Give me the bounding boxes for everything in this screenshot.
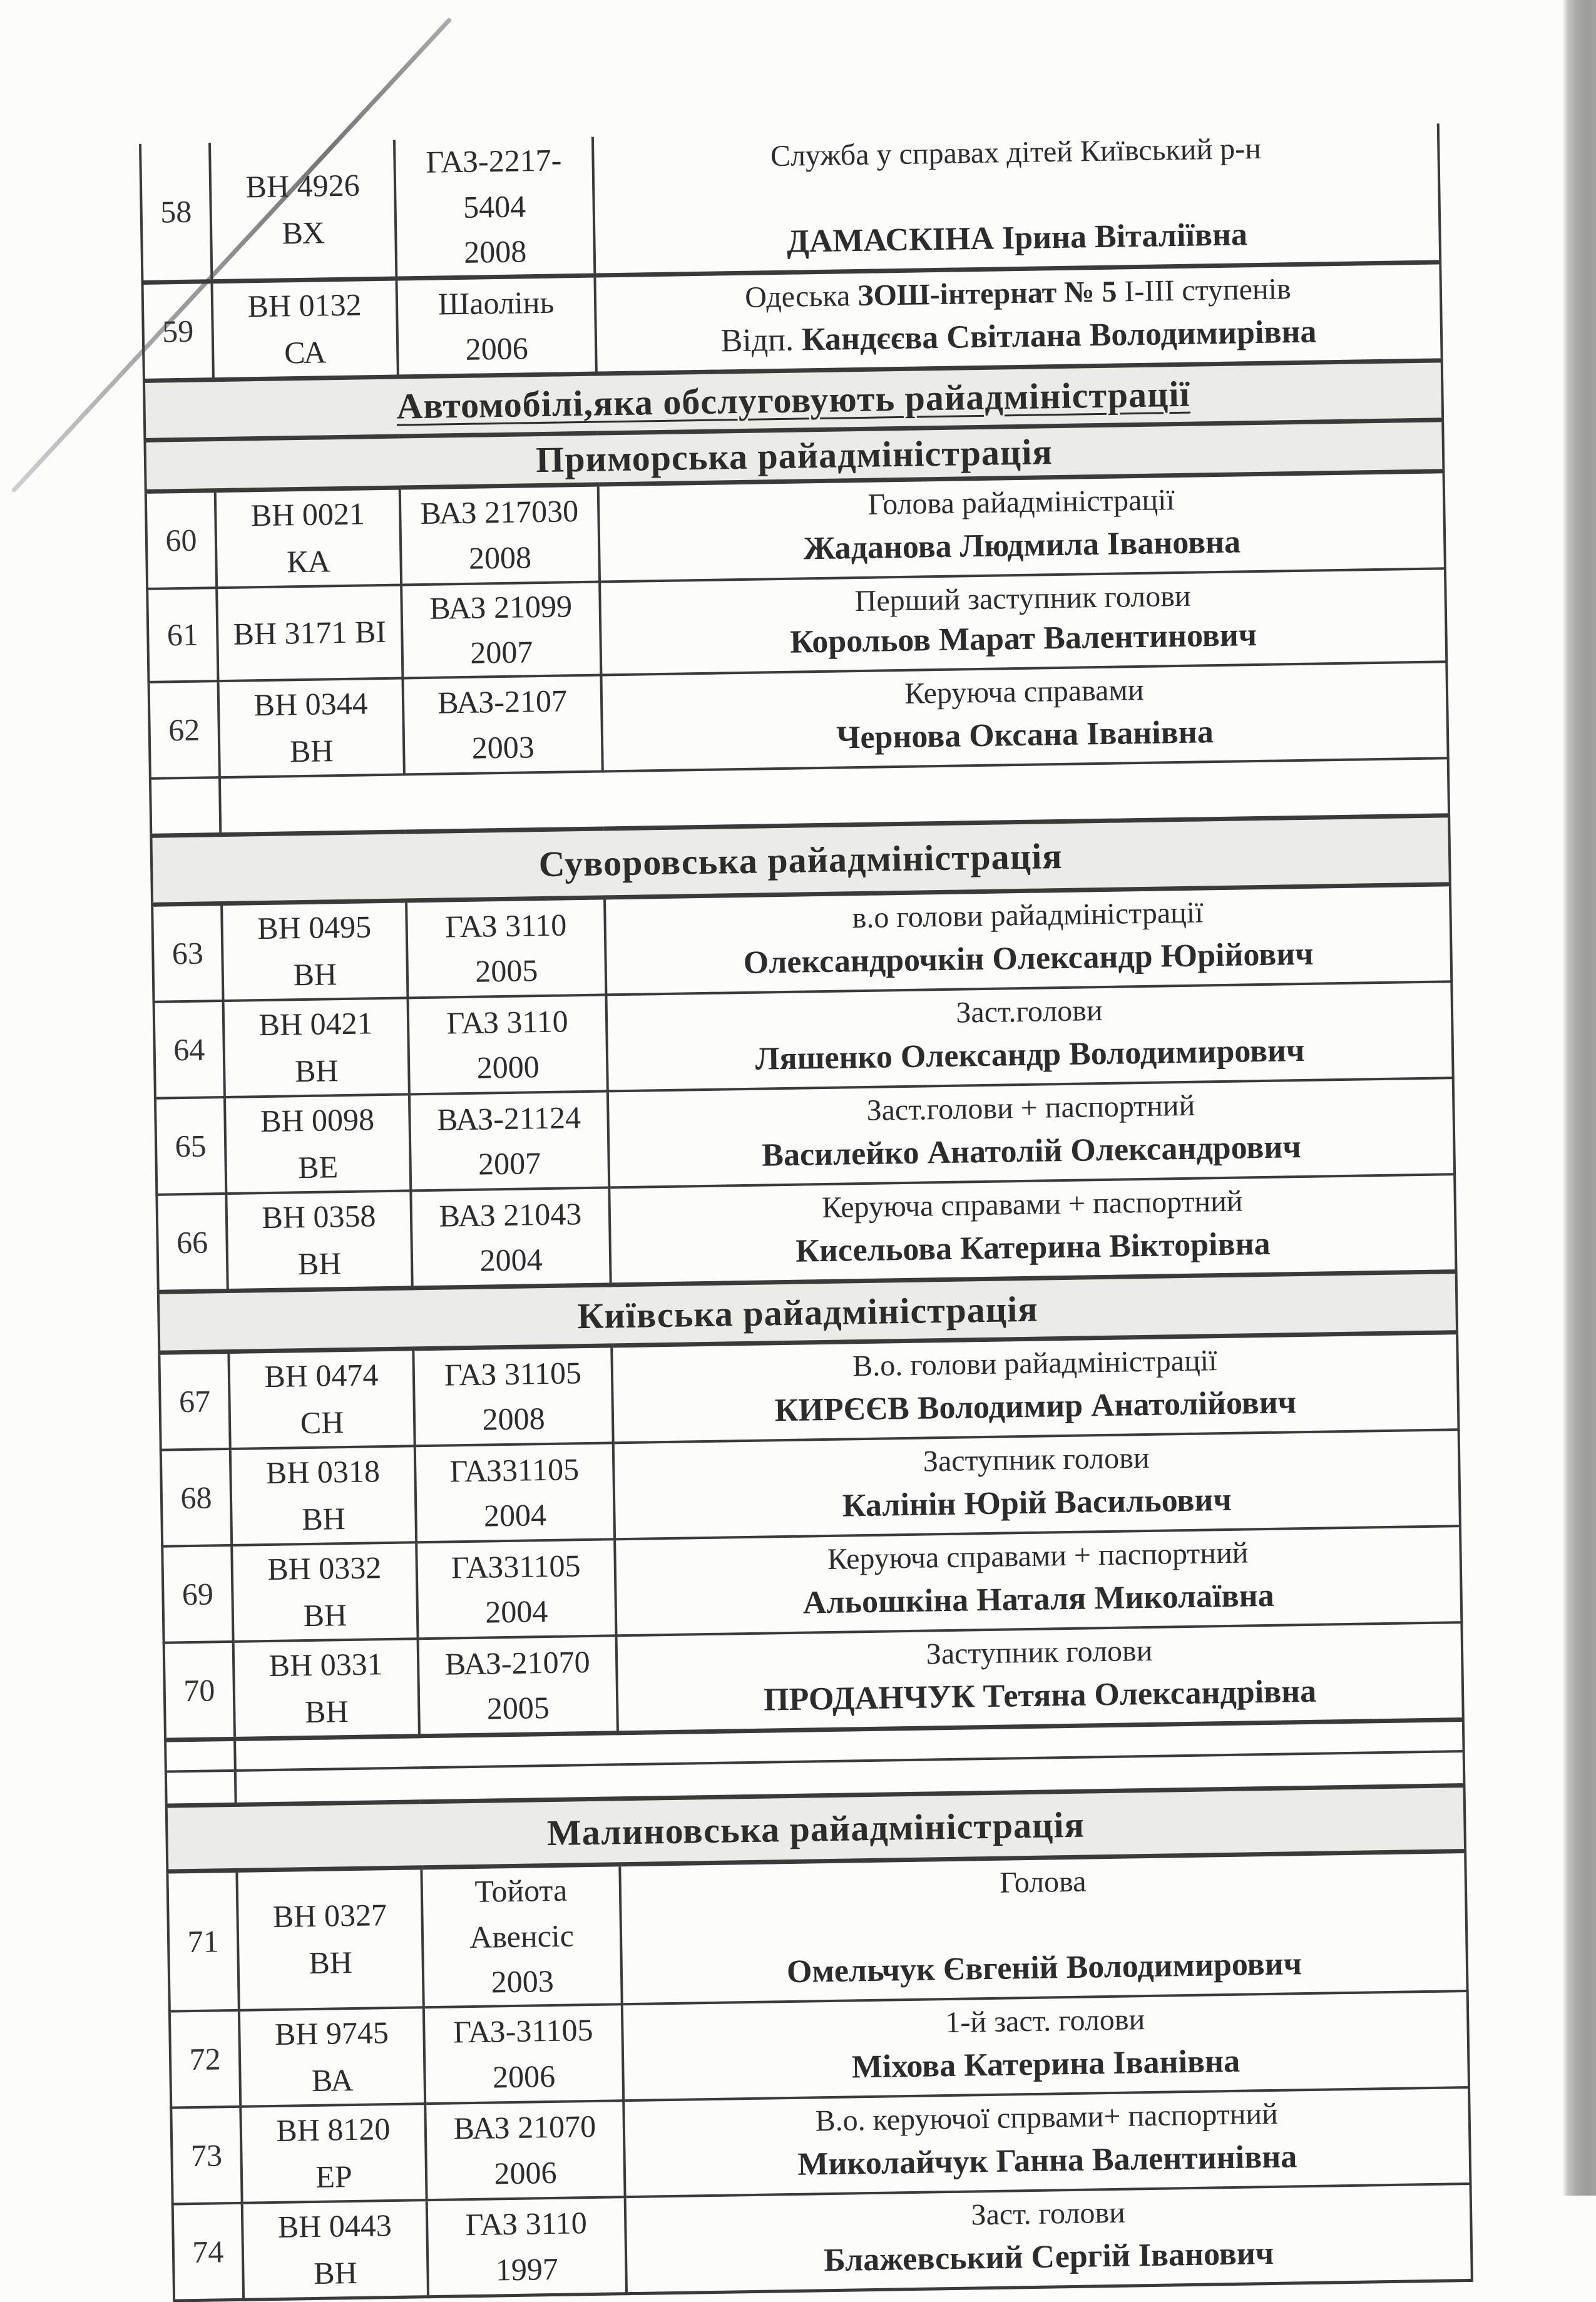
model-line: ГАЗ-2217- — [426, 142, 562, 180]
role-text: В.о. голови райадміністрації — [852, 1344, 1217, 1383]
plate-line: ВН 4926 — [245, 167, 360, 205]
plate-cell: ВН 0474 СН — [228, 1349, 414, 1449]
plate-cell: ВН 8120 ЕР — [240, 2104, 426, 2203]
person-name: Олександрочкін Олександр Юрійович — [743, 936, 1314, 981]
role-text: В.о. керуючої спрвами+ паспортний — [815, 2097, 1279, 2137]
person-name: Ляшенко Олександр Володимирович — [755, 1032, 1305, 1077]
assignment-cell — [611, 1333, 1458, 1443]
plate-cell: ВН 0358 ВН — [226, 1190, 412, 1291]
row-number: 65 — [155, 1097, 226, 1195]
plate-cell: ВН 0495 ВН — [222, 901, 407, 1001]
spacer-cell — [166, 1770, 236, 1806]
page-edge-shadow — [1562, 0, 1596, 2196]
plate-cell: ВН 0327 ВН — [237, 1868, 423, 2010]
row-number: 62 — [149, 681, 220, 779]
model-cell: ГАЗ 3110 1997 — [427, 2197, 627, 2296]
person-name: Василейко Анатолій Олександрович — [761, 1129, 1302, 1174]
assignment-cell — [608, 1078, 1455, 1187]
assignment-cell — [623, 2087, 1470, 2197]
role-text: Заст.голови — [955, 993, 1103, 1030]
assignment-cell — [613, 1430, 1460, 1539]
row-number: 64 — [154, 1001, 225, 1098]
assignment-cell — [605, 884, 1451, 995]
section-title: Приморська райадміністрація — [145, 419, 1443, 491]
model-cell: ВАЗ-21070 2005 — [418, 1635, 618, 1736]
person-name: Альошкіна Наталя Миколаївна — [802, 1577, 1275, 1621]
vehicle-table-sheet — [139, 123, 1473, 2302]
person-name: ДАМАСКІНА Ірина Віталіївна — [786, 216, 1248, 260]
model-cell: ГАЗ 3110 2005 — [406, 898, 606, 998]
role-text: Одеська ЗОШ-інтернат № 5 І-ІІІ ступенів — [744, 272, 1292, 314]
role-text: Голова райадміністрації — [867, 483, 1175, 521]
table-row — [167, 1851, 1467, 2012]
plate-cell: ВН 3171 ВІ — [217, 585, 402, 681]
person-name: Жаданова Людмила Івановна — [803, 523, 1241, 566]
model-cell: ВАЗ 217030 2008 — [400, 484, 600, 585]
section-title: Суворовська райадміністрація — [151, 816, 1450, 905]
row-number: 59 — [142, 281, 213, 381]
row-number: 73 — [171, 2106, 242, 2204]
table-row — [173, 2183, 1472, 2300]
table-row — [149, 662, 1448, 779]
row-number: 72 — [170, 2010, 240, 2107]
person-name: Кисельова Катерина Вікторівна — [795, 1225, 1271, 1269]
section-title: Автомобілі,яка обслуговують райадміністрації — [144, 360, 1443, 440]
model-cell: ВАЗ 21043 2004 — [411, 1187, 610, 1287]
row-number: 67 — [159, 1351, 230, 1450]
role-text: 1-й заст. голови — [944, 2002, 1145, 2039]
row-number: 58 — [140, 143, 212, 282]
person-name: КИРЄЄВ Володимир Анатолійович — [774, 1384, 1297, 1429]
row-number: 74 — [173, 2202, 243, 2300]
plate-cell: ВН 0332 ВН — [232, 1542, 417, 1642]
section-title: Київська райадміністрація — [158, 1272, 1457, 1353]
plate-cell: ВН 0318 ВН — [230, 1446, 416, 1545]
spacer-cell — [150, 777, 220, 836]
row-number: 60 — [146, 490, 217, 588]
role-text: Заст.голови + паспортний — [866, 1088, 1195, 1127]
model-cell: Шаолінь 2006 — [396, 275, 596, 377]
row-number: 69 — [162, 1545, 233, 1643]
table-row — [142, 262, 1441, 381]
person-name: Миколайчук Ганна Валентинівна — [797, 2138, 1297, 2182]
plate-cell: ВН 0443 ВН — [242, 2200, 428, 2299]
assignment-cell — [625, 2183, 1472, 2293]
model-year: 2008 — [463, 233, 527, 270]
role-text: Заст. голови — [971, 2196, 1126, 2232]
row-number: 68 — [161, 1449, 232, 1547]
model-cell: ВАЗ 21070 2006 — [425, 2100, 625, 2200]
plate-cell — [210, 140, 396, 282]
person-name: Омельчук Євгеній Володимирович — [786, 1945, 1302, 1990]
assignment-cell — [620, 1851, 1467, 2004]
role-text: Служба у справах дітей Київський р-н — [770, 131, 1262, 173]
role-text: Голова — [999, 1865, 1087, 1900]
person-name: Міхова Катерина Іванівна — [851, 2043, 1240, 2085]
assignment-cell — [615, 1526, 1461, 1635]
model-cell: ВАЗ-21124 2007 — [409, 1091, 609, 1190]
person-name: Відп. Кандєєва Світлана Володимирівна — [720, 313, 1317, 359]
spacer-cell — [165, 1739, 235, 1771]
role-text: Керуюча справами + паспортний — [827, 1536, 1249, 1576]
assignment-cell — [600, 568, 1446, 675]
model-cell: ГАЗ 3110 2000 — [407, 995, 607, 1094]
row-number: 71 — [167, 1870, 238, 2011]
assignment-cell — [616, 1622, 1463, 1733]
row-number: 61 — [147, 588, 218, 682]
assignment-cell — [622, 1991, 1469, 2100]
person-name: Блажевський Сергій Іванович — [823, 2235, 1274, 2278]
person-name: Калінін Юрій Васильович — [842, 1481, 1232, 1524]
plate-cell: ВН 0421 ВН — [223, 998, 409, 1097]
row-number: 63 — [152, 904, 223, 1002]
model-cell: ГАЗ-31105 2006 — [424, 2004, 623, 2104]
assignment-cell — [593, 123, 1440, 275]
role-text: Заступник голови — [926, 1634, 1153, 1671]
model-cell: ВАЗ-2107 2003 — [402, 675, 602, 774]
plate-cell: ВН 9745 ВА — [239, 2007, 425, 2107]
person-name: ПРОДАНЧУК Тетяна Олександрівна — [763, 1673, 1317, 1718]
vehicle-table — [139, 123, 1473, 2302]
role-text: Перший заступник голови — [854, 579, 1191, 618]
model-cell: ГАЗ31105 2004 — [416, 1539, 616, 1639]
role-text: Керуюча справами — [904, 673, 1144, 710]
plate-line: ВХ — [282, 215, 325, 251]
table-row — [140, 123, 1440, 282]
plate-cell: ВН 0021 КА — [215, 488, 401, 588]
person-name: Чернова Оксана Іванівна — [836, 714, 1214, 756]
row-number: 66 — [156, 1194, 227, 1292]
plate-cell: ВН 0132 СА — [212, 279, 397, 380]
plate-cell: ВН 0098 ВЕ — [225, 1094, 411, 1194]
table-row — [156, 1174, 1456, 1292]
role-text: в.о голови райадміністрації — [852, 896, 1204, 935]
table-row — [164, 1622, 1463, 1740]
plate-cell: ВН 0344 ВН — [218, 678, 404, 777]
assignment-cell — [609, 1174, 1456, 1285]
section-title: Малиновська райадміністрація — [166, 1786, 1465, 1872]
model-cell: ГАЗ 31105 2008 — [413, 1346, 613, 1446]
model-cell: ВАЗ 21099 2007 — [401, 581, 601, 678]
model-cell — [394, 137, 595, 279]
assignment-cell — [601, 662, 1448, 771]
role-text: Заступник голови — [923, 1441, 1150, 1478]
assignment-cell — [595, 262, 1441, 373]
assignment-cell — [606, 981, 1453, 1091]
plate-cell: ВН 0331 ВН — [233, 1639, 419, 1739]
role-text: Керуюча справами + паспортний — [821, 1184, 1243, 1225]
model-line: 5404 — [463, 188, 526, 225]
model-cell: ГАЗ31105 2004 — [415, 1443, 615, 1542]
person-name: Корольов Марат Валентинович — [789, 616, 1257, 660]
model-cell: Тойота Авенсіс 2003 — [421, 1865, 622, 2007]
assignment-cell — [598, 471, 1445, 581]
row-number: 70 — [164, 1642, 235, 1740]
